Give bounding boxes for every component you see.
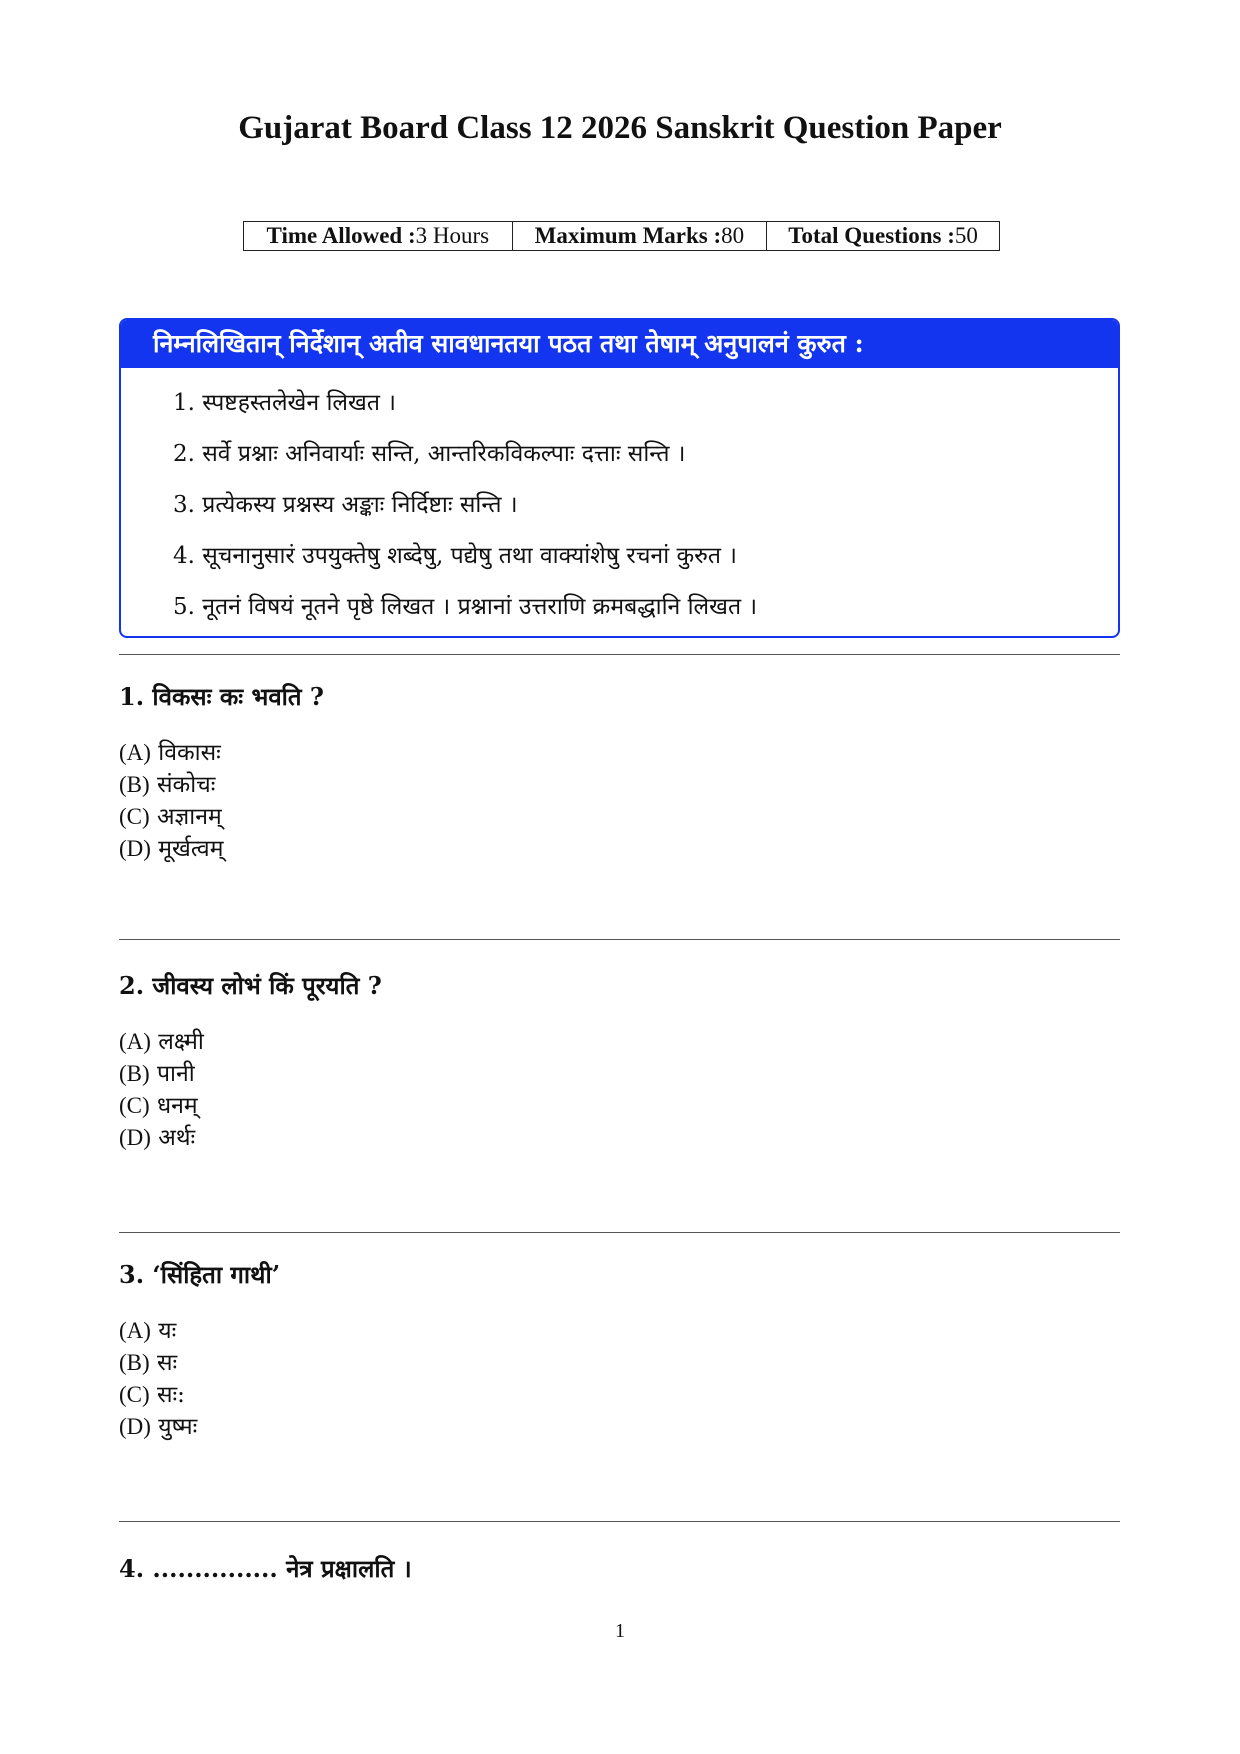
instruction-item: 1. स्पष्टहस्तलेखेन लिखत ।: [173, 390, 396, 416]
option-b: (B) पानी: [119, 1061, 195, 1087]
option-a: (A) यः: [119, 1318, 177, 1344]
instructions-box: [119, 318, 1120, 638]
question-1: [119, 680, 1120, 865]
total-questions-value: 50: [954, 223, 978, 248]
question-4: [119, 1552, 1120, 1609]
maximum-marks-value: 80: [721, 223, 745, 248]
exam-meta-table: [243, 221, 1000, 251]
time-allowed-cell: [244, 222, 513, 251]
time-allowed-value: 3 Hours: [415, 223, 490, 248]
option-c: (C) सः:: [119, 1382, 185, 1408]
question-text: 3. ‘सिंहिता गाथी’: [119, 1260, 281, 1289]
instructions-heading: निम्नलिखितान् निर्देशान् अतीव सावधानतया पठत तथा तेषाम् अनुपालनं कुरुत :: [121, 320, 1118, 368]
divider: [119, 654, 1120, 655]
maximum-marks-label: Maximum Marks :: [534, 223, 722, 248]
option-a: (A) लक्ष्मी: [119, 1029, 204, 1055]
instruction-item: 4. सूचनानुसारं उपयुक्तेषु शब्देषु, पद्येषु तथा वाक्यांशेषु रचनां कुरुत ।: [173, 543, 738, 569]
option-b: (B) सः: [119, 1350, 178, 1376]
option-b: (B) संकोचः: [119, 772, 216, 798]
question-3: [119, 1258, 1120, 1443]
question-2: [119, 969, 1120, 1154]
divider: [119, 1232, 1120, 1233]
question-text: 2. जीवस्य लोभं किं पूरयति ?: [119, 971, 382, 1000]
option-d: (D) युष्मः: [119, 1414, 198, 1440]
option-d: (D) मूर्खत्वम्: [119, 836, 224, 862]
option-a: (A) विकासः: [119, 740, 221, 766]
time-allowed-label: Time Allowed :: [266, 223, 416, 248]
instructions-list: [121, 368, 1118, 635]
total-questions-cell: [767, 222, 1000, 251]
option-d: (D) अर्थः: [119, 1125, 196, 1151]
divider: [119, 939, 1120, 940]
option-c: (C) अज्ञानम्: [119, 804, 222, 830]
question-text: 4. ............... नेत्र प्रक्षालति ।: [119, 1554, 412, 1583]
maximum-marks-cell: [512, 222, 767, 251]
divider: [119, 1521, 1120, 1522]
instruction-item: 3. प्रत्येकस्य प्रश्नस्य अङ्काः निर्दिष्टाः सन्ति ।: [173, 492, 518, 518]
option-c: (C) धनम्: [119, 1093, 198, 1119]
instruction-item: 5. नूतनं विषयं नूतने पृष्ठे लिखत । प्रश्नानां उत्तराणि क्रमबद्धानि लिखत ।: [173, 594, 758, 620]
instruction-item: 2. सर्वे प्रश्नाः अनिवार्याः सन्ति, आन्तरिकविकल्पाः दत्ताः सन्ति ।: [173, 441, 686, 467]
page-number: 1: [615, 1620, 625, 1642]
question-text: 1. विकसः कः भवति ?: [119, 682, 324, 711]
page-title: Gujarat Board Class 12 2026 Sanskrit Question Paper: [238, 110, 1002, 146]
total-questions-label: Total Questions :: [788, 223, 955, 248]
